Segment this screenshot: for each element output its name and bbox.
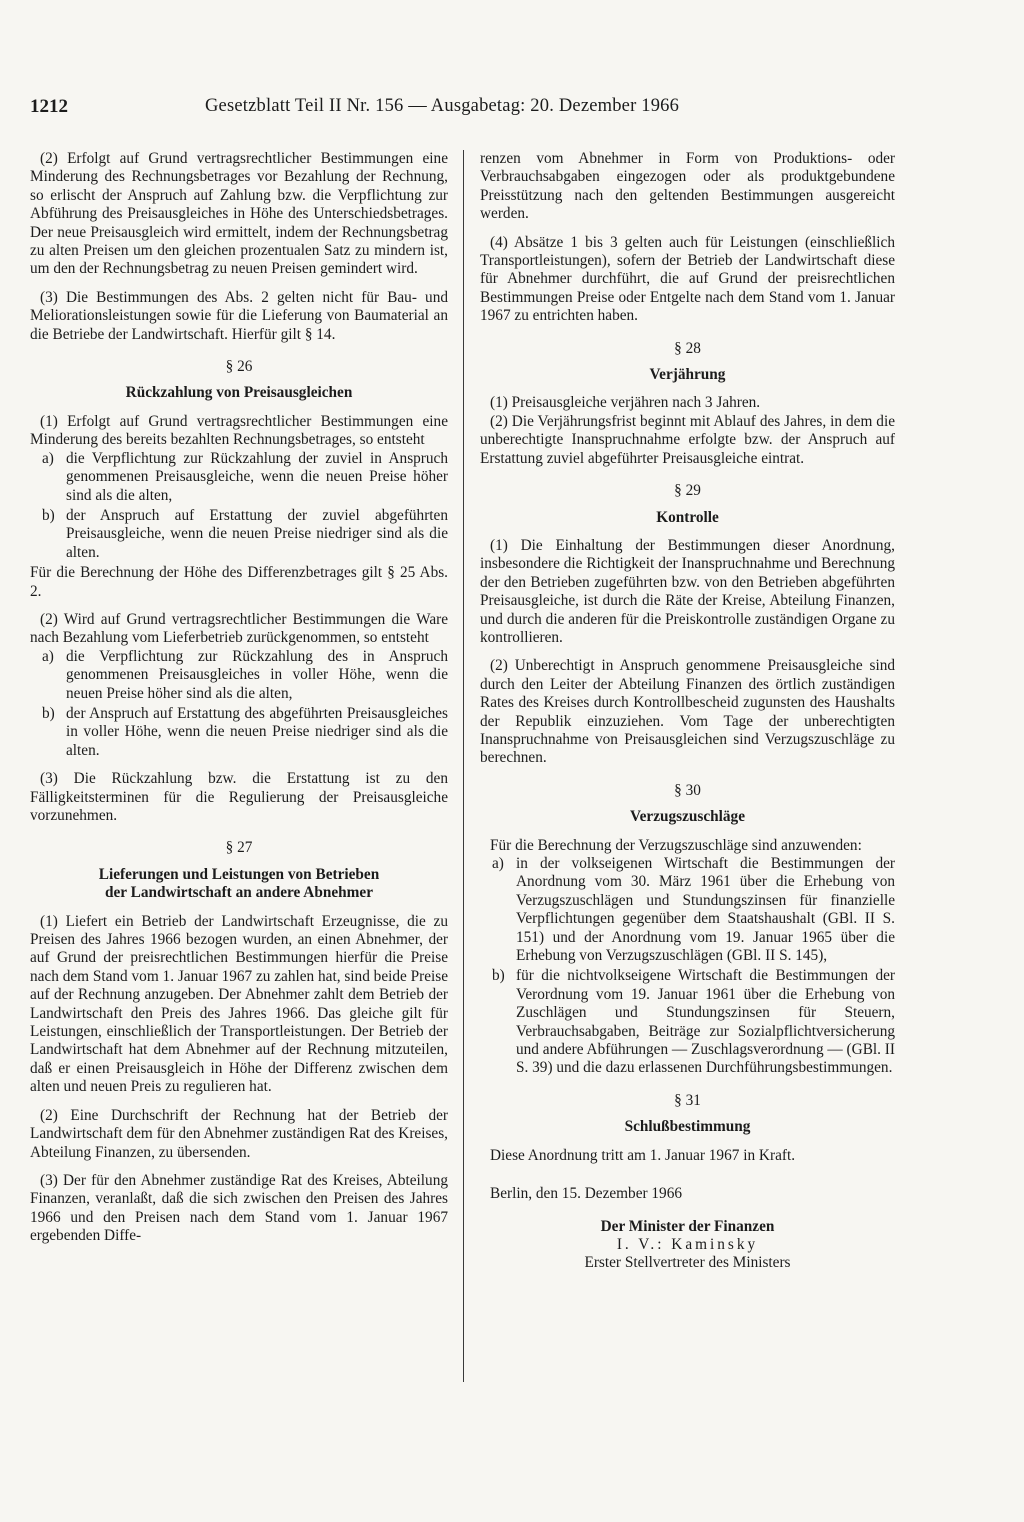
section-27-number: § 27 [225, 839, 253, 857]
list-text: der Anspruch auf Erstattung der zuviel abgeführten Preisausgleiche, wenn die neuen Preise niedriger sind als die alten. [66, 506, 448, 561]
paragraph-30: Für die Berechnung der Verzugszuschläge sind anzuwenden: [490, 836, 862, 854]
section-27-title-line2: der Landwirtschaft an andere Abnehmer [105, 884, 373, 902]
paragraph-28-1: (1) Preisausgleiche verjähren nach 3 Jahren. [490, 394, 761, 412]
section-29-title: Kontrolle [656, 508, 719, 526]
list-marker: a) [492, 855, 504, 872]
paragraph-27-3: (3) Der für den Abnehmer zuständige Rat des Kreises, Abteilung Finanzen, veranlaßt, daß die sich zwischen den Preisen des Jahres 1966 und den Preisen nach dem Stand vom 1. Januar 1967 ergebenden Diffe- [30, 1171, 448, 1245]
right-column [480, 150, 895, 1273]
section-27-title-line1: Lieferungen und Leistungen von Betrieben [98, 865, 380, 883]
place-and-date: Berlin, den 15. Dezember 1966 [490, 1185, 683, 1203]
list-marker: b) [42, 704, 55, 722]
paragraph-25-3: (3) Die Bestimmungen des Abs. 2 gelten nicht für Bau- und Meliorationsleistungen sowie für die Lieferung von Baumaterial an die Betriebe der Landwirtschaft. Hierfür gilt § 14. [30, 288, 448, 343]
list-item [30, 648, 448, 703]
list-30 [480, 855, 895, 1078]
paragraph-27-3-continued: renzen vom Abnehmer in Form von Produktions- oder Verbrauchsabgaben eingezogen oder als produktgebundene Preisstützung nach den geltenden Bestimmungen ausgereicht werden. [480, 150, 895, 223]
list-marker: a) [42, 647, 54, 665]
paragraph-29-2: (2) Unberechtigt in Anspruch genommene Preisausgleiche sind durch den Leiter der Abteilung Finanzen des örtlich zuständigen Rates des Kreises durch Kontrollbescheid zugunsten des Haushalts der Republik einzuziehen. Vom Tage der unberechtigten Inanspruchnahme von Preisausgleichen sind Verzugszuschläge zu berechnen. [480, 657, 895, 767]
page-header [30, 96, 910, 124]
paragraph-27-2: (2) Eine Durchschrift der Rechnung hat der Betrieb der Landwirtschaft dem für den Abnehmer zuständigen Rat des Kreises, Abteilung Finanzen, zu übersenden. [30, 1106, 448, 1161]
list-text: der Anspruch auf Erstattung des abgeführten Preisausgleiches in voller Höhe, wenn die neuen Preise niedriger sind als die alten. [66, 704, 448, 759]
list-text: die Verpflichtung zur Rückzahlung des in Anspruch genommenen Preisausgleiches in voller Höhe, wenn die neuen Preise höher sind als die alten, [66, 647, 448, 702]
left-column [30, 150, 448, 1256]
column-divider [463, 150, 464, 1382]
paragraph-26-1-tail: Für die Berechnung der Höhe des Differenzbetrages gilt § 25 Abs. 2. [30, 564, 448, 600]
signatory-role: Erster Stellvertreter des Ministers [584, 1254, 791, 1272]
paragraph-27-4: (4) Absätze 1 bis 3 gelten auch für Leistungen (einschließlich Transportleistungen), sofern der Betrieb der Landwirtschaft diese für Abnehmer durchführt, die auf Grund der preisrechtlichen Bestimmungen Preise oder Entgelte nach dem Stand vom 1. Januar 1967 zu entrichten haben. [480, 233, 895, 325]
list-marker: b) [492, 967, 505, 985]
section-30-title: Verzugszuschläge [629, 808, 745, 826]
paragraph-26-1: (1) Erfolgt auf Grund vertragsrechtlicher Bestimmungen eine Minderung des bereits bezahlten Rechnungsbetrages, so entsteht [30, 412, 448, 449]
list-text: in der volkseigenen Wirtschaft die Bestimmungen der Anordnung vom 30. März 1961 über die Erhebung von Verzugszuschlägen und Stundungszinsen für finanzielle Verpflichtungen gegenüber dem Staatshaushalt (GBl. II S. 151) und der Anordnung vom 19. Januar 1965 über die Erhebung von Verzugszuschlägen (GBl. II S. 145), [516, 855, 895, 965]
paragraph-26-3: (3) Die Rückzahlung bzw. die Erstattung ist zu den Fälligkeitsterminen für die Regulierung der Preisausgleiche vorzunehmen. [30, 770, 448, 824]
list-26-1 [30, 450, 448, 562]
list-item [480, 855, 895, 965]
list-item [30, 705, 448, 760]
section-29-number: § 29 [674, 482, 701, 500]
section-31-title: Schlußbestimmung [624, 1118, 751, 1136]
paragraph-29-1: (1) Die Einhaltung der Bestimmungen dieser Anordnung, insbesondere die Richtigkeit der Inanspruchnahme und Berechnung der den Betrieben zugeführten bzw. von den Betrieben abgeführten Preisausgleiche, ist durch die Räte der Kreise, Abteilung Finanzen, und durch die anderen für die Preiskontrolle zuständigen Organe zu kontrollieren. [480, 536, 895, 646]
list-item [480, 967, 895, 1077]
signatory-organization: Der Minister der Finanzen [600, 1217, 775, 1235]
paragraph-28-2: (2) Die Verjährungsfrist beginnt mit Ablauf des Jahres, in dem die unberechtigte Inanspruchnahme erfolgte bzw. der Anspruch auf Erstattung zuviel abgeführter Preisausgleiche eintrat. [480, 412, 895, 467]
section-28-title: Verjährung [649, 366, 726, 384]
list-26-2 [30, 648, 448, 760]
list-item [30, 507, 448, 562]
paragraph-31: Diese Anordnung tritt am 1. Januar 1967 in Kraft. [490, 1146, 796, 1164]
signatory-name: I. V.: Kaminsky [616, 1235, 759, 1253]
paragraph-27-1: (1) Liefert ein Betrieb der Landwirtschaft Erzeugnisse, die zu Preisen des Jahres 1966 bezogen wurden, an einen Abnehmer, der auf Grund der preisrechtlichen Bestimmungen hierfür die Preise nach dem Stand vom 1. Januar 1967 zu zahlen hat, sind beide Preise auf der Rechnung anzugeben. Der Abnehmer zahlt dem Betrieb der Landwirtschaft den Preis des Jahres 1966. Das gleiche gilt für Leistungen, einschließlich der Transportleistungen. Der Betrieb der Landwirtschaft hat dem Abnehmer auf der Rechnung mitzuteilen, daß er einen Preisausgleich in Höhe der Differenz zwischen dem alten und neuen Preis zu regulieren hat. [30, 912, 449, 1096]
paragraph-25-2: (2) Erfolgt auf Grund vertragsrechtlicher Bestimmungen eine Minderung des Rechnungsbetrages vor Bezahlung der Rechnung, so erlischt der Anspruch auf Zahlung bzw. die Verpflichtung zur Abführung des Preisausgleiches in Höhe des Unterschiedsbetrages. Der neue Preisausgleich wird ermittelt, indem der Rechnungsbetrag zu alten Preisen um den gleichen prozentualen Satz zu mindern ist, um den der Rechnungsbetrag zu neuen Preisen gemindert wird. [30, 150, 448, 278]
section-26-title: Rückzahlung von Preisausgleichen [125, 384, 353, 402]
section-26-number: § 26 [225, 358, 253, 376]
list-marker: a) [42, 449, 54, 467]
section-31-number: § 31 [674, 1091, 701, 1109]
signature-block [480, 1218, 895, 1273]
paragraph-26-2: (2) Wird auf Grund vertragsrechtlicher Bestimmungen die Ware nach Bezahlung vom Lieferbetrieb zurückgenommen, so entsteht [30, 610, 448, 647]
section-27-title [30, 866, 448, 903]
page-number: 1212 [30, 96, 68, 117]
list-text: für die nichtvolkseigene Wirtschaft die Bestimmungen der Verordnung vom 19. Januar 1961 über die Erhebung von Zuschlägen und Stundungszinsen für Steuern, Verbrauchsabgaben, Beiträge zur Sozialpflichtversicherung und andere Abführungen — Zuschlagsverordnung — (GBl. II S. 39) und die dazu erlassenen Durchführungsbestimmungen. [516, 967, 895, 1077]
list-item [30, 450, 448, 505]
list-marker: b) [42, 506, 55, 524]
gazette-title: Gesetzblatt Teil II Nr. 156 — Ausgabetag: 20. Dezember 1966 [205, 96, 680, 116]
section-30-number: § 30 [674, 781, 701, 799]
section-28-number: § 28 [674, 339, 701, 357]
list-text: die Verpflichtung zur Rückzahlung der zuviel in Anspruch genommenen Preisausgleiche, wenn die neuen Preise höher sind als die alten, [66, 449, 448, 504]
